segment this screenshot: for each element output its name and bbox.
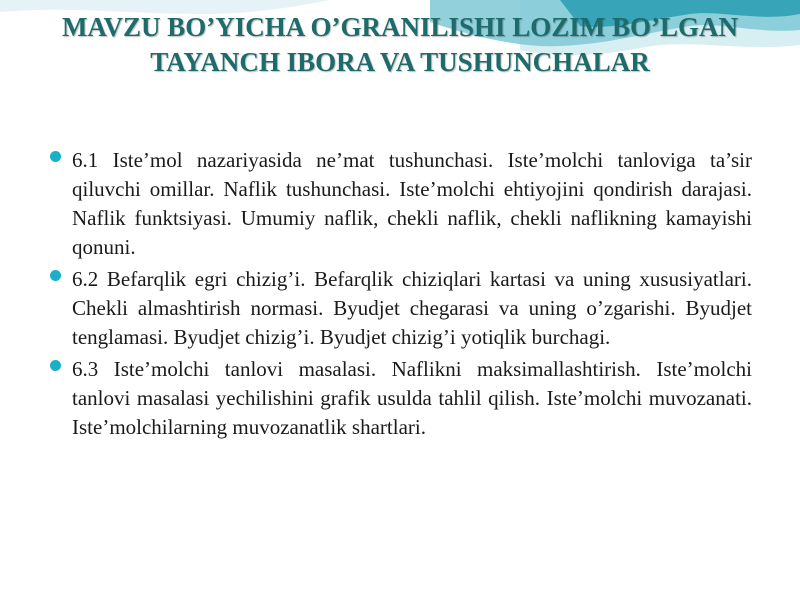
slide-title: MAVZU BO’YICHA O’GRANILISHI LOZIM BO’LGAN TAYANCH IBORA VA TUSHUNCHALAR <box>61 12 739 77</box>
bullet-list <box>46 146 752 445</box>
bullet-icon <box>50 360 61 371</box>
bullet-text: 6.3 Iste’molchi tanlovi masalasi. Naflikni maksimallashtirish. Iste’molchi tanlovi masalasi yechilishini grafik usulda tahlil qilish. Iste’molchi muvozanati. Iste’molchilarning muvozanatlik shartlari. <box>72 357 752 439</box>
bullet-icon <box>50 151 61 162</box>
bullet-text: 6.1 Iste’mol nazariyasida ne’mat tushunchasi. Iste’molchi tanloviga ta’sir qiluvchi omillar. Naflik tushunchasi. Iste’molchi ehtiyojini qondirish darajasi. Naflik funktsiyasi. Umumiy naflik, chekli naflik, chekli naflikning kamayishi qonuni. <box>72 148 752 259</box>
bullet-icon <box>50 270 61 281</box>
list-item <box>46 146 752 262</box>
bullet-text: 6.2 Befarqlik egri chizig’i. Befarqlik chiziqlari kartasi va uning xususiyatlari. Chekli almashtirish normasi. Byudjet chegarasi va uning o’zgarishi. Byudjet tenglamasi. Byudjet chizig’i. Byudjet chizig’i yotiqlik burchagi. <box>72 267 752 349</box>
list-item <box>46 355 752 442</box>
list-item <box>46 265 752 352</box>
